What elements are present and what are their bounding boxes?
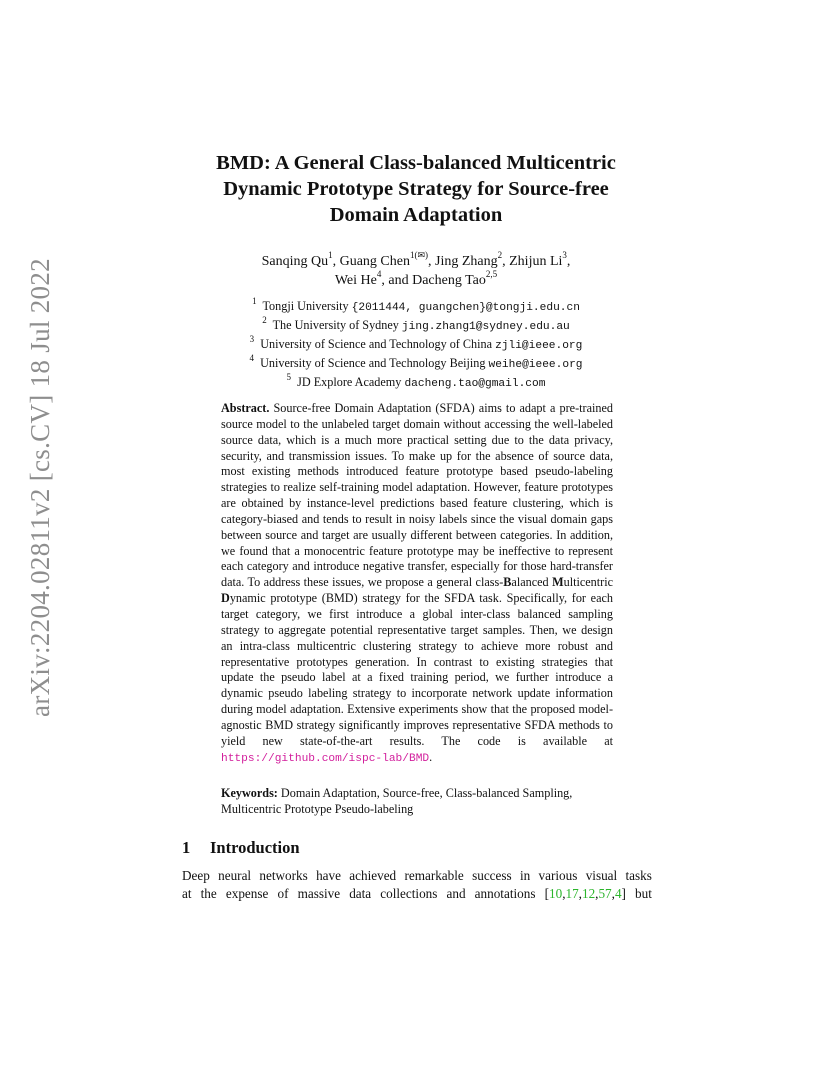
citation-group: [10,17,12,57,4]	[544, 886, 626, 901]
author-affiliation-mark: 2,5	[485, 269, 498, 280]
code-link[interactable]: https://github.com/ispc-lab/BMD	[221, 752, 430, 765]
author-line: Sanqing Qu$^1$, Guang Chen$^{1(✉)}$, Jing Zhang$^2$, Zhijun Li$^3$,	[261, 250, 571, 269]
intro-word: expense	[225, 886, 269, 901]
intro-paragraph	[182, 867, 652, 903]
author-name: Zhijun Li	[509, 254, 563, 269]
intro-line	[182, 867, 652, 885]
affiliation-item	[150, 352, 682, 374]
abstract-emphasis: D	[221, 591, 230, 606]
abstract-text: .	[429, 749, 433, 764]
affiliation-name: The University of Sydney	[272, 318, 399, 332]
abstract-text: ulticentric	[563, 575, 613, 590]
affiliation-number: 2	[262, 314, 267, 325]
intro-word: data	[349, 886, 372, 901]
citation-bracket: [	[544, 886, 549, 901]
affiliation-email[interactable]: zjli@ieee.org	[495, 340, 583, 352]
intro-word: and	[446, 886, 466, 901]
affiliation-email[interactable]: {2011444, guangchen}@tongji.edu.cn	[351, 302, 580, 314]
citation-link[interactable]: 12	[581, 886, 596, 901]
author-name: Sanqing Qu	[261, 254, 329, 269]
author-name: Jing Zhang	[435, 254, 498, 269]
author-affiliation-mark: 1	[328, 250, 333, 261]
intro-word: the	[200, 886, 217, 901]
affiliation-email[interactable]: jing.zhang1@sydney.edu.au	[401, 321, 570, 333]
abstract-text: ynamic prototype (BMD) strategy for the SFDA task. Specifically, for each target category, we first introduce a global inter-class balanced sampling strategy to aggregate potential representative target samples. Then, we design an intra-class multicentric clustering strategy to achieve more robust and representative prototypes generation. In contrast to existing strategies that update the pseudo label at a fixed training period, we further introduce a dynamic pseudo labeling strategy to incorporate network update information during model adaptation. Extensive experiments show that the proposed model-agnostic BMD strategy significantly improves representative SFDA methods to yield new state-of-the-art results. The code is available at	[221, 591, 613, 748]
intro-word: annotations	[474, 886, 536, 901]
intro-word: Deep	[182, 868, 210, 883]
abstract	[221, 401, 613, 767]
author-affiliation-mark: 4	[376, 269, 382, 280]
affiliation-name: Tongji University	[262, 299, 349, 313]
intro-word: visual	[585, 868, 618, 883]
author-name: Guang Chen	[339, 254, 410, 269]
intro-word: massive	[297, 886, 341, 901]
abstract-text: Source-free Domain Adaptation (SFDA) aims to adapt a pre-trained source model to the unlabeled target domain without accessing the well-labeled source data, which is a much more practical setting due to the data privacy, security, and transmission issues. To make up for the absence of source data, most existing methods introduced feature prototype based pseudo-labeling strategies to realize self-training model adaptation. However, feature prototypes are obtained by instance-level predictions based feature clustering, which is category-biased and tends to result in noisy labels since the visual domain gaps between source and target are usually different between categories. In addition, we found that a monocentric feature prototype may be ineffective to represent each category and introduce negative transfer, especially for those hard-transfer data. To address these issues, we propose a general class-	[221, 401, 613, 590]
intro-word: but	[635, 886, 652, 901]
arxiv-id: arXiv:2204.02811v2 [cs.CV] 18 Jul 2022	[24, 257, 55, 717]
section-heading	[182, 838, 300, 858]
author-affiliation-mark: 1(✉)	[409, 250, 429, 261]
affiliation-item	[150, 333, 682, 355]
keywords-text: Domain Adaptation, Source-free, Class-balanced Sampling, Multicentric Prototype Pseudo-labeling	[221, 786, 573, 816]
keywords-label: Keywords:	[221, 786, 278, 800]
affiliation-item	[150, 314, 682, 336]
citation-link[interactable]: 4	[614, 886, 622, 901]
title-line: BMD: A General Class-balanced Multicentric	[216, 152, 616, 174]
keywords	[221, 786, 613, 818]
intro-word: success	[472, 868, 512, 883]
affiliation-email[interactable]: dacheng.tao@gmail.com	[404, 378, 546, 390]
title-line: Dynamic Prototype Strategy for Source-free	[223, 178, 609, 200]
intro-word: in	[519, 868, 531, 883]
intro-word: collections	[380, 886, 438, 901]
citation-link[interactable]: 17	[565, 886, 579, 901]
affiliation-name: JD Explore Academy	[297, 375, 402, 389]
author-name: Wei He	[334, 273, 377, 288]
intro-word: of	[277, 886, 289, 901]
arxiv-sidebar-stamp	[18, 257, 62, 717]
abstract-emphasis: M	[552, 575, 564, 590]
author-affiliation-mark: 3	[562, 250, 567, 261]
citation-link[interactable]: 57	[598, 886, 612, 901]
intro-word: remarkable	[404, 868, 464, 883]
intro-word: tasks	[625, 868, 652, 883]
affiliation-list	[150, 295, 682, 393]
affiliation-name: University of Science and Technology of China	[260, 337, 493, 351]
intro-word: achieved	[349, 868, 397, 883]
affiliation-number: 5	[286, 371, 292, 382]
author-name: Dacheng Tao	[412, 273, 486, 288]
citation-link[interactable]: 10	[549, 886, 563, 901]
author-affiliation-mark: 2	[497, 250, 503, 261]
affiliation-name: University of Science and Technology Beijing	[260, 356, 486, 370]
citation-bracket: ]	[621, 886, 626, 901]
title-line: Domain Adaptation	[329, 204, 503, 226]
abstract-emphasis: B	[503, 575, 512, 590]
intro-word: neural	[218, 868, 252, 883]
section-number: 1	[182, 838, 191, 857]
affiliation-number: 1	[252, 295, 257, 306]
author-list	[150, 252, 682, 290]
intro-word: networks	[259, 868, 308, 883]
affiliation-number: 3	[249, 333, 255, 344]
affiliation-number: 4	[249, 352, 254, 363]
paper-title	[150, 150, 682, 228]
affiliation-item	[150, 295, 682, 317]
intro-word: have	[316, 868, 341, 883]
intro-line	[182, 885, 652, 903]
abstract-text: alanced	[511, 575, 553, 590]
author-line: Wei He$^4$, and Dacheng Tao$^{2,5}$	[334, 269, 498, 288]
intro-word: at	[182, 886, 192, 901]
section-title: Introduction	[210, 838, 300, 857]
intro-word: various	[538, 868, 578, 883]
affiliation-email[interactable]: weihe@ieee.org	[488, 359, 583, 371]
abstract-label: Abstract.	[221, 401, 270, 415]
affiliation-item	[150, 371, 682, 393]
